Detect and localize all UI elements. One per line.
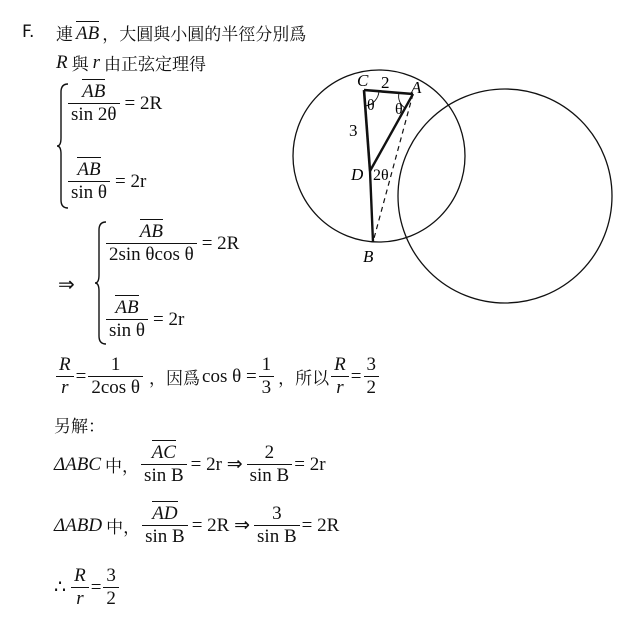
intro-suffix: ，大圓與小圓的半徑分別爲	[102, 25, 307, 45]
alt-heading: 另解：	[54, 417, 105, 437]
radius-line	[56, 50, 206, 75]
frac-num: 1	[259, 355, 275, 377]
system2-eq1	[104, 222, 239, 265]
circle-figure	[285, 66, 620, 326]
eq-den: sin θ	[109, 320, 146, 341]
large-circle	[398, 89, 612, 303]
frac-den: sin B	[144, 465, 184, 486]
eq-sign: =	[75, 365, 87, 387]
frac-den: sin B	[257, 526, 297, 547]
radius-r: r	[92, 51, 101, 73]
frac-num: R	[56, 355, 74, 377]
eq-den: 2sin θcos θ	[109, 244, 194, 265]
eq-num: AB	[115, 297, 139, 318]
intro-prefix: 連	[56, 25, 73, 45]
final-line	[54, 566, 121, 609]
zh-text: 中，	[106, 518, 141, 538]
eq-rhs: = 2R ⇒	[191, 515, 251, 536]
system2-eq2	[104, 298, 184, 341]
frac-den: r	[76, 588, 84, 609]
system1-eq1	[66, 82, 162, 125]
frac-den: 2	[106, 588, 116, 609]
eq-rhs: = 2R	[201, 232, 240, 254]
frac-den: r	[61, 377, 69, 398]
intro-line	[56, 20, 306, 45]
triangle-label: ΔABC	[54, 453, 102, 475]
frac-den: sin B	[145, 526, 185, 547]
frac-num: AC	[151, 442, 176, 463]
eq-rhs: = 2r	[294, 453, 326, 475]
eq-rhs: = 2r	[153, 308, 185, 330]
eq-den: sin 2θ	[71, 104, 117, 125]
frac-den: sin B	[249, 465, 290, 486]
radius-R: R	[56, 51, 68, 73]
eq-sign: =	[350, 365, 362, 387]
eq-rhs: = 2r ⇒	[190, 454, 243, 475]
system1-eq2	[66, 160, 146, 203]
implies-arrow: ⇒	[58, 274, 75, 296]
label-two-theta: 2θ	[373, 167, 389, 184]
eq-num: AB	[82, 81, 106, 102]
eq-den: sin θ	[71, 182, 108, 203]
eq-rhs: = 2r	[115, 170, 147, 192]
eq-rhs: = 2R	[124, 92, 163, 114]
eq-sign: =	[90, 576, 102, 598]
eq-num: AB	[139, 221, 163, 242]
frac-num: 1	[88, 355, 143, 377]
segment-ad	[370, 94, 413, 171]
frac-num: AD	[152, 503, 178, 524]
label-b: B	[363, 247, 374, 266]
frac-den: 2	[366, 377, 376, 398]
frac-num: 3	[364, 355, 380, 377]
alt-line-abc	[54, 443, 326, 486]
frac-num: R	[331, 355, 349, 377]
label-side-2: 2	[381, 73, 390, 92]
ratio-line	[54, 355, 381, 398]
label-a: A	[411, 78, 422, 97]
zh-text: 中，	[105, 457, 140, 477]
radius-suffix: 由正弦定理得	[104, 55, 207, 75]
eq-rhs: = 2R	[301, 514, 340, 536]
radius-mid: 與	[71, 55, 89, 75]
label-theta-c: θ	[367, 97, 375, 114]
therefore-symbol: ∴	[54, 577, 67, 598]
frac-num: 2	[247, 443, 293, 465]
because-text: ，因爲	[149, 369, 201, 389]
frac-den: 2cos θ	[91, 377, 141, 398]
alt-line-abd	[54, 504, 339, 547]
frac-num: 3	[254, 504, 300, 526]
frac-den: 3	[261, 377, 272, 398]
eq-num: AB	[77, 159, 101, 180]
frac-num: 3	[103, 566, 119, 588]
label-side-3: 3	[349, 121, 358, 140]
frac-num: R	[71, 566, 89, 588]
segment-ab: AB	[76, 22, 100, 44]
label-d: D	[351, 165, 364, 184]
label-c: C	[357, 71, 369, 90]
so-text: ，所以	[278, 369, 330, 389]
label-theta-a: θ	[395, 101, 403, 118]
problem-label: F.	[22, 22, 35, 42]
triangle-label: ΔABD	[54, 514, 103, 536]
cos-text: cos θ =	[202, 365, 257, 387]
frac-den: r	[336, 377, 344, 398]
